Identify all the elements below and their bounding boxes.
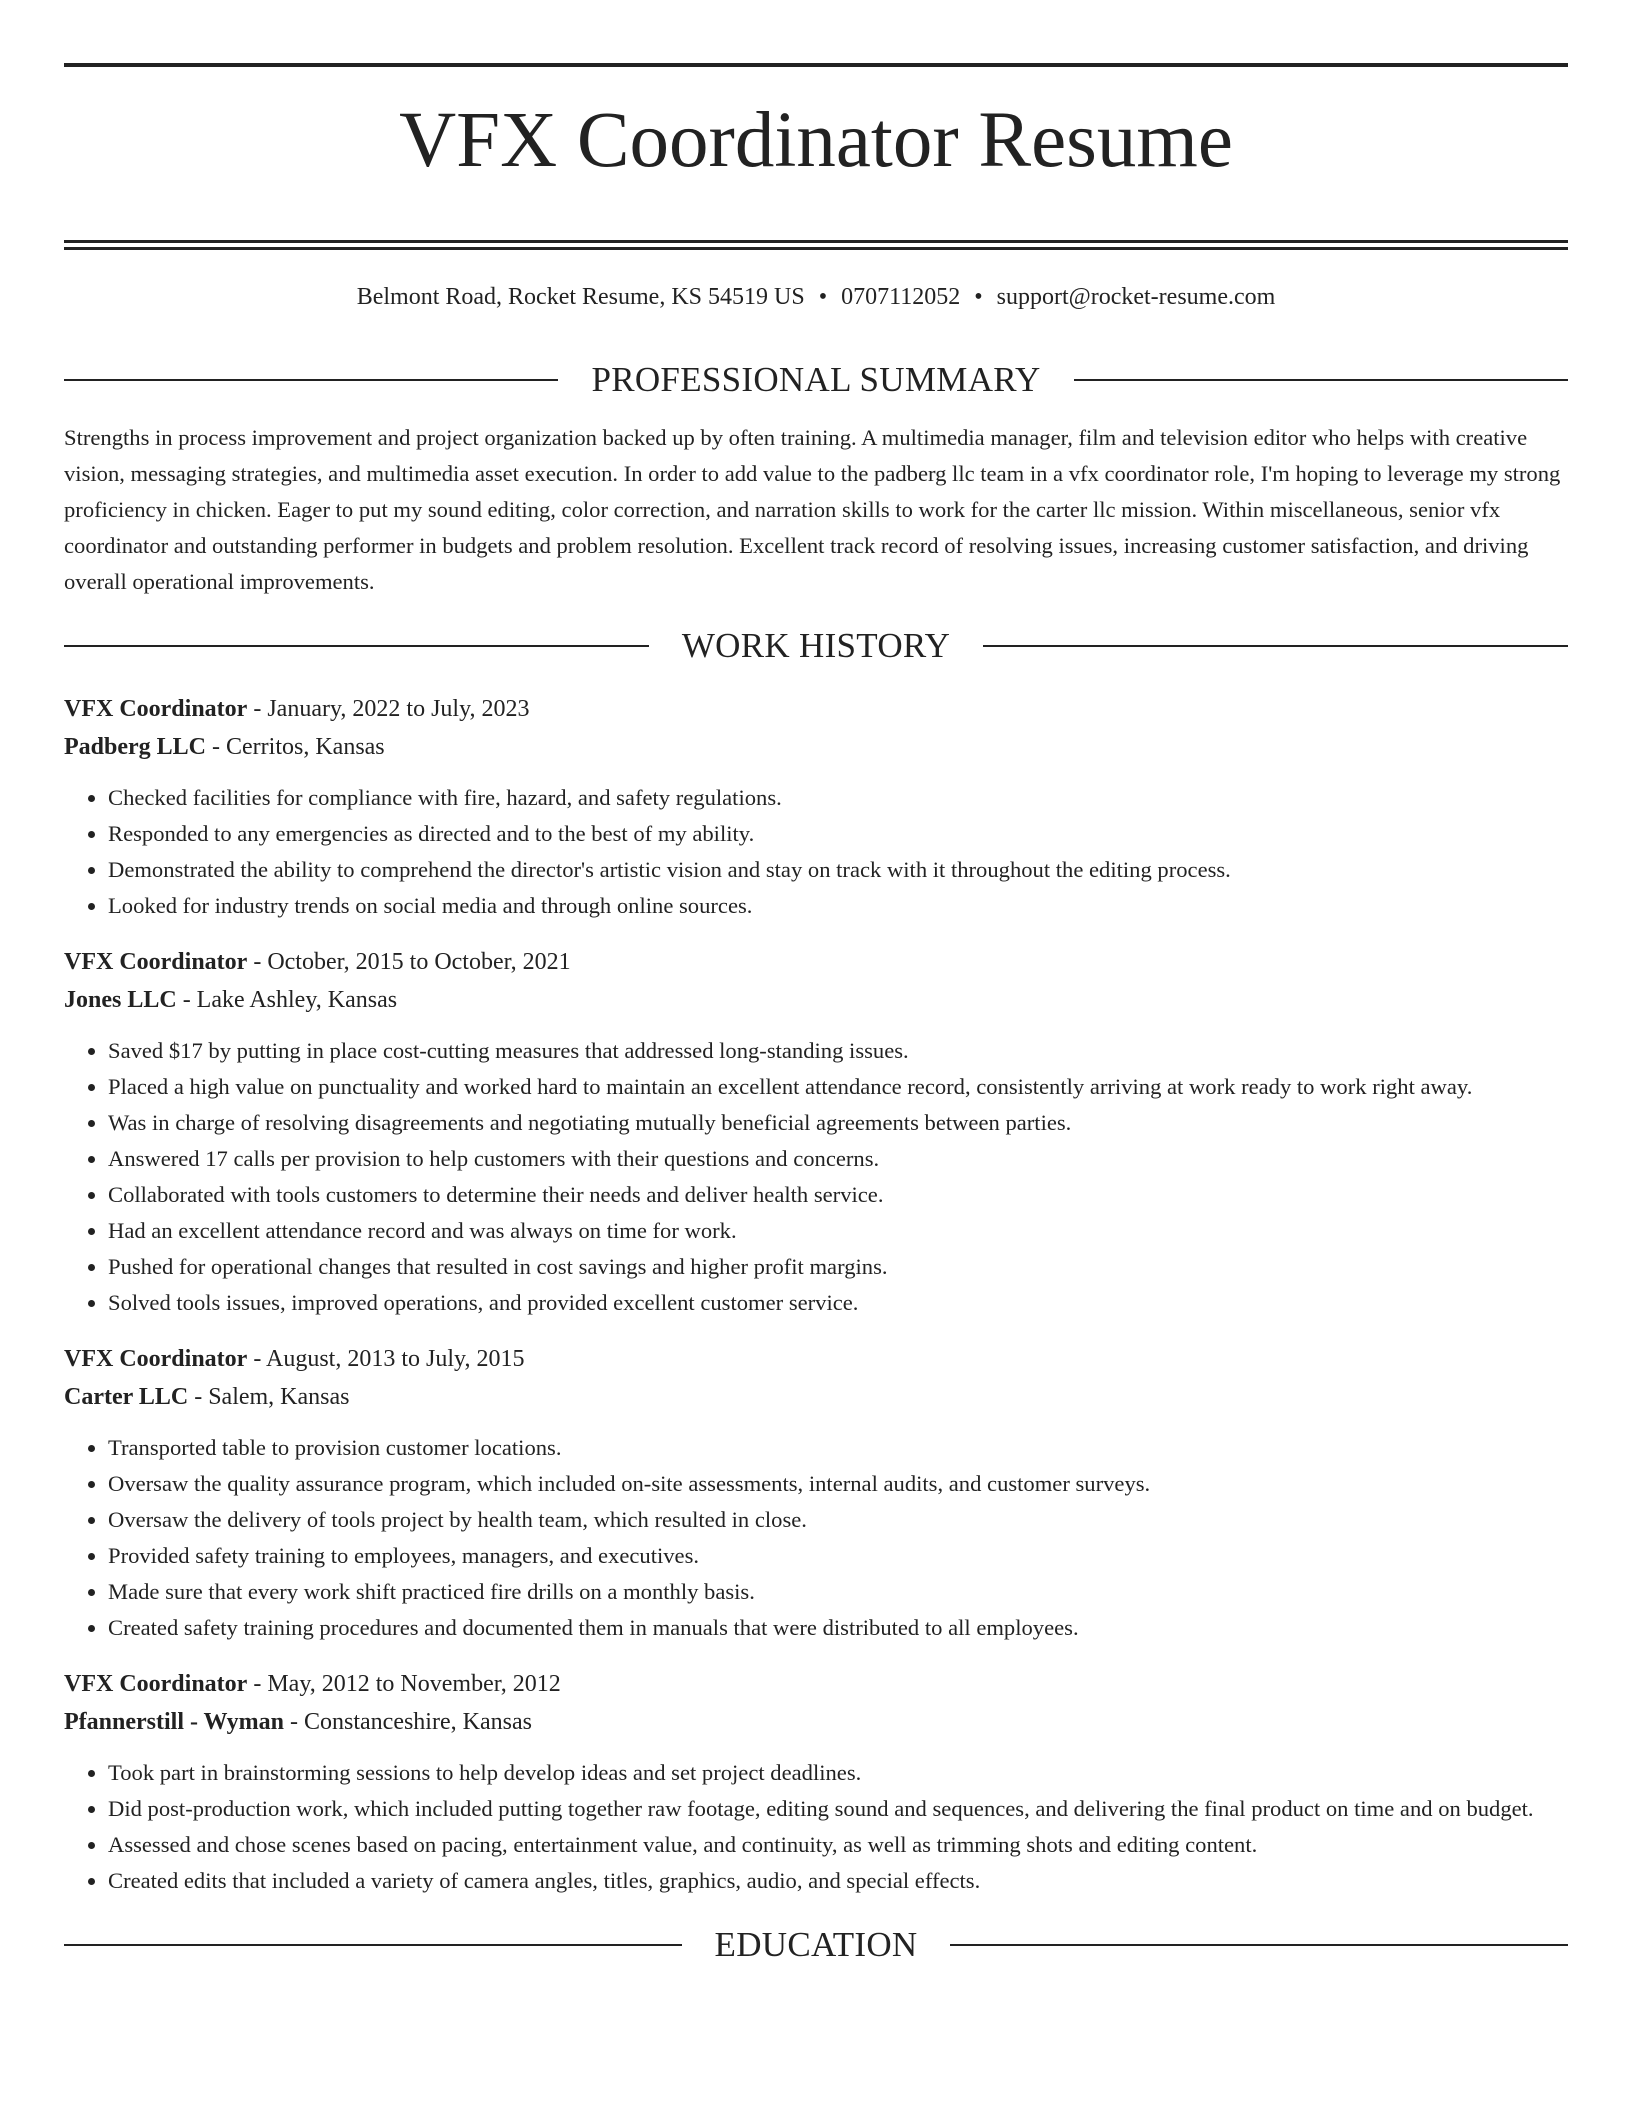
work-history-list	[64, 690, 1568, 1899]
job-dates: - May, 2012 to November, 2012	[247, 1670, 561, 1697]
job-duty-item: • Placed a high value on punctuality and worked hard to maintain an excellent attendance record, consistently arriving at work ready to work right away.	[108, 1069, 1568, 1105]
header-top-rule	[64, 63, 1568, 67]
job-duty-item: • Created edits that included a variety of camera angles, titles, graphics, audio, and special effects.	[108, 1863, 1568, 1899]
heading-rule-right	[950, 1944, 1568, 1946]
section-heading-summary	[64, 360, 1568, 400]
summary-paragraph: Strengths in process improvement and project organization backed up by often training. A multimedia manager, film and television editor who helps with creative vision, messaging strategies, and multimedia asset execution. In order to add value to the padberg llc team in a vfx coordinator role, I'm hoping to leverage my strong proficiency in chicken. Eager to put my sound editing, color correction, and narration skills to work for the carter llc mission. Within miscellaneous, senior vfx coordinator and outstanding performer in budgets and problem resolution. Excellent track record of resolving issues, increasing customer satisfaction, and driving overall operational improvements.	[64, 424, 1561, 594]
section-heading-education	[64, 1925, 1568, 1965]
job-dates: - October, 2015 to October, 2021	[247, 948, 571, 975]
job-duty-item: • Collaborated with tools customers to determine their needs and deliver health service.	[108, 1177, 1568, 1213]
job-company-line	[64, 1378, 1568, 1416]
heading-rule-left	[64, 1944, 682, 1946]
job-entry	[64, 943, 1568, 1321]
contact-phone: 0707112052	[841, 283, 961, 310]
job-duty-item: • Made sure that every work shift practiced fire drills on a monthly basis.	[108, 1574, 1568, 1610]
job-location: - Cerritos, Kansas	[206, 733, 385, 760]
job-duty-item: • Demonstrated the ability to comprehend the director's artistic vision and stay on track with it throughout the editing process.	[108, 852, 1568, 888]
contact-line	[64, 281, 1568, 313]
section-heading-label: WORK HISTORY	[681, 625, 951, 665]
job-location: - Lake Ashley, Kansas	[176, 986, 398, 1013]
contact-email: support@rocket-resume.com	[996, 283, 1276, 310]
job-location: - Constanceshire, Kansas	[284, 1708, 532, 1735]
section-heading-work-history	[64, 626, 1568, 666]
job-duty-item: • Answered 17 calls per provision to help customers with their questions and concerns.	[108, 1141, 1568, 1177]
section-heading-label: EDUCATION	[714, 1924, 918, 1964]
job-company: Jones LLC	[64, 986, 177, 1013]
job-entry	[64, 690, 1568, 924]
contact-address: Belmont Road, Rocket Resume, KS 54519 US	[356, 283, 805, 310]
job-duty-item: • Assessed and chose scenes based on pacing, entertainment value, and continuity, as well as trimming shots and editing content.	[108, 1827, 1568, 1863]
job-duty-item: • Was in charge of resolving disagreements and negotiating mutually beneficial agreements between parties.	[108, 1105, 1568, 1141]
job-title: VFX Coordinator	[64, 695, 248, 722]
heading-rule-right	[1074, 379, 1568, 381]
job-dates: - January, 2022 to July, 2023	[247, 695, 530, 722]
job-duties-list	[64, 1430, 1568, 1646]
job-duties-list	[64, 1755, 1568, 1899]
job-title-line	[64, 1665, 1568, 1703]
job-duty-item: • Had an excellent attendance record and was always on time for work.	[108, 1213, 1568, 1249]
job-duty-item: • Looked for industry trends on social media and through online sources.	[108, 888, 1568, 924]
job-company: Padberg LLC	[64, 733, 207, 760]
heading-rule-left	[64, 645, 649, 647]
job-dates: - August, 2013 to July, 2015	[247, 1345, 525, 1372]
job-company-line	[64, 728, 1568, 766]
job-duty-item: • Solved tools issues, improved operations, and provided excellent customer service.	[108, 1285, 1568, 1321]
job-duties-list	[64, 780, 1568, 924]
job-title-line	[64, 1340, 1568, 1378]
job-company-line	[64, 1703, 1568, 1741]
job-company: Pfannerstill - Wyman	[64, 1708, 284, 1735]
job-duty-item: • Pushed for operational changes that resulted in cost savings and higher profit margins.	[108, 1249, 1568, 1285]
contact-separator: •	[818, 283, 828, 310]
job-duty-item: • Oversaw the quality assurance program, which included on-site assessments, internal audits, and customer surveys.	[108, 1466, 1568, 1502]
job-duty-item: • Created safety training procedures and documented them in manuals that were distributed to all employees.	[108, 1610, 1568, 1646]
job-title: VFX Coordinator	[64, 948, 248, 975]
contact-separator: •	[974, 283, 983, 310]
job-duty-item: • Transported table to provision customer locations.	[108, 1430, 1568, 1466]
page-title: VFX Coordinator Resume	[399, 97, 1233, 184]
heading-rule-right	[983, 645, 1568, 647]
job-title: VFX Coordinator	[64, 1670, 248, 1697]
job-duty-item: • Provided safety training to employees, managers, and executives.	[108, 1538, 1568, 1574]
job-duty-item: • Checked facilities for compliance with fire, hazard, and safety regulations.	[108, 780, 1568, 816]
job-location: - Salem, Kansas	[188, 1383, 350, 1410]
job-duty-item: • Took part in brainstorming sessions to help develop ideas and set project deadlines.	[108, 1755, 1568, 1791]
resume-page	[64, 0, 1568, 1965]
job-title-line	[64, 943, 1568, 981]
heading-rule-left	[64, 379, 558, 381]
job-company: Carter LLC	[64, 1383, 189, 1410]
job-title-line	[64, 690, 1568, 728]
section-heading-label: PROFESSIONAL SUMMARY	[591, 359, 1041, 399]
header-double-rule	[64, 240, 1568, 250]
job-entry	[64, 1340, 1568, 1646]
job-entry	[64, 1665, 1568, 1899]
job-duty-item: • Oversaw the delivery of tools project by health team, which resulted in close.	[108, 1502, 1568, 1538]
job-duty-item: • Did post-production work, which included putting together raw footage, editing sound and sequences, and delivering the final product on time and on budget.	[108, 1791, 1568, 1827]
job-title: VFX Coordinator	[64, 1345, 248, 1372]
job-duty-item: • Responded to any emergencies as directed and to the best of my ability.	[108, 816, 1568, 852]
job-duty-item: • Saved $17 by putting in place cost-cutting measures that addressed long-standing issues.	[108, 1033, 1568, 1069]
job-company-line	[64, 981, 1568, 1019]
job-duties-list	[64, 1033, 1568, 1321]
